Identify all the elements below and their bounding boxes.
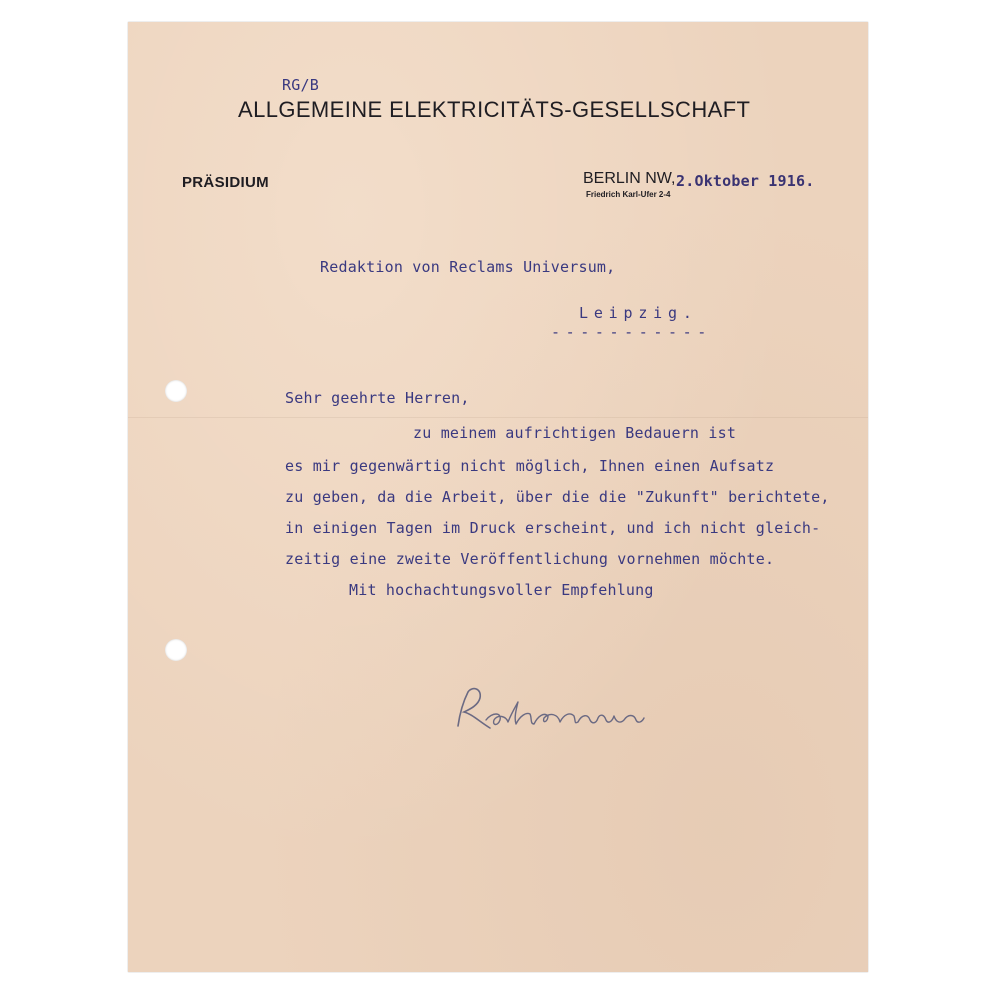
body-line: in einigen Tagen im Druck erscheint, und ich nicht gleich- (285, 519, 821, 537)
letterhead-city: BERLIN NW, (583, 170, 676, 187)
letterhead-street: Friedrich Karl-Ufer 2-4 (586, 190, 671, 199)
reference-mark: RG/B (282, 76, 319, 94)
recipient-line: Redaktion von Reclams Universum, (320, 258, 616, 276)
fold-crease (128, 417, 868, 418)
letter-sheet (128, 22, 868, 972)
body-line: es mir gegenwärtig nicht möglich, Ihnen einen Aufsatz (285, 457, 775, 475)
body-line: zu meinem aufrichtigen Bedauern ist (413, 424, 737, 442)
punch-hole-bottom (165, 639, 187, 661)
recipient-place-underline: ----------- (551, 323, 712, 341)
handwritten-signature (446, 682, 666, 738)
letterhead-company-name: ALLGEMEINE ELEKTRICITÄTS-GESELLSCHAFT (238, 97, 751, 122)
letterhead-department: PRÄSIDIUM (182, 174, 269, 191)
recipient-place: Leipzig. (579, 304, 698, 322)
punch-hole-top (165, 380, 187, 402)
body-line: zeitig eine zweite Veröffentlichung vornehmen möchte. (285, 550, 775, 568)
body-line: zu geben, da die Arbeit, über die die "Zukunft" berichtete, (285, 488, 830, 506)
letter-date: 2.Oktober 1916. (676, 172, 815, 190)
salutation: Sehr geehrte Herren, (285, 389, 470, 407)
closing-line: Mit hochachtungsvoller Empfehlung (349, 581, 654, 599)
